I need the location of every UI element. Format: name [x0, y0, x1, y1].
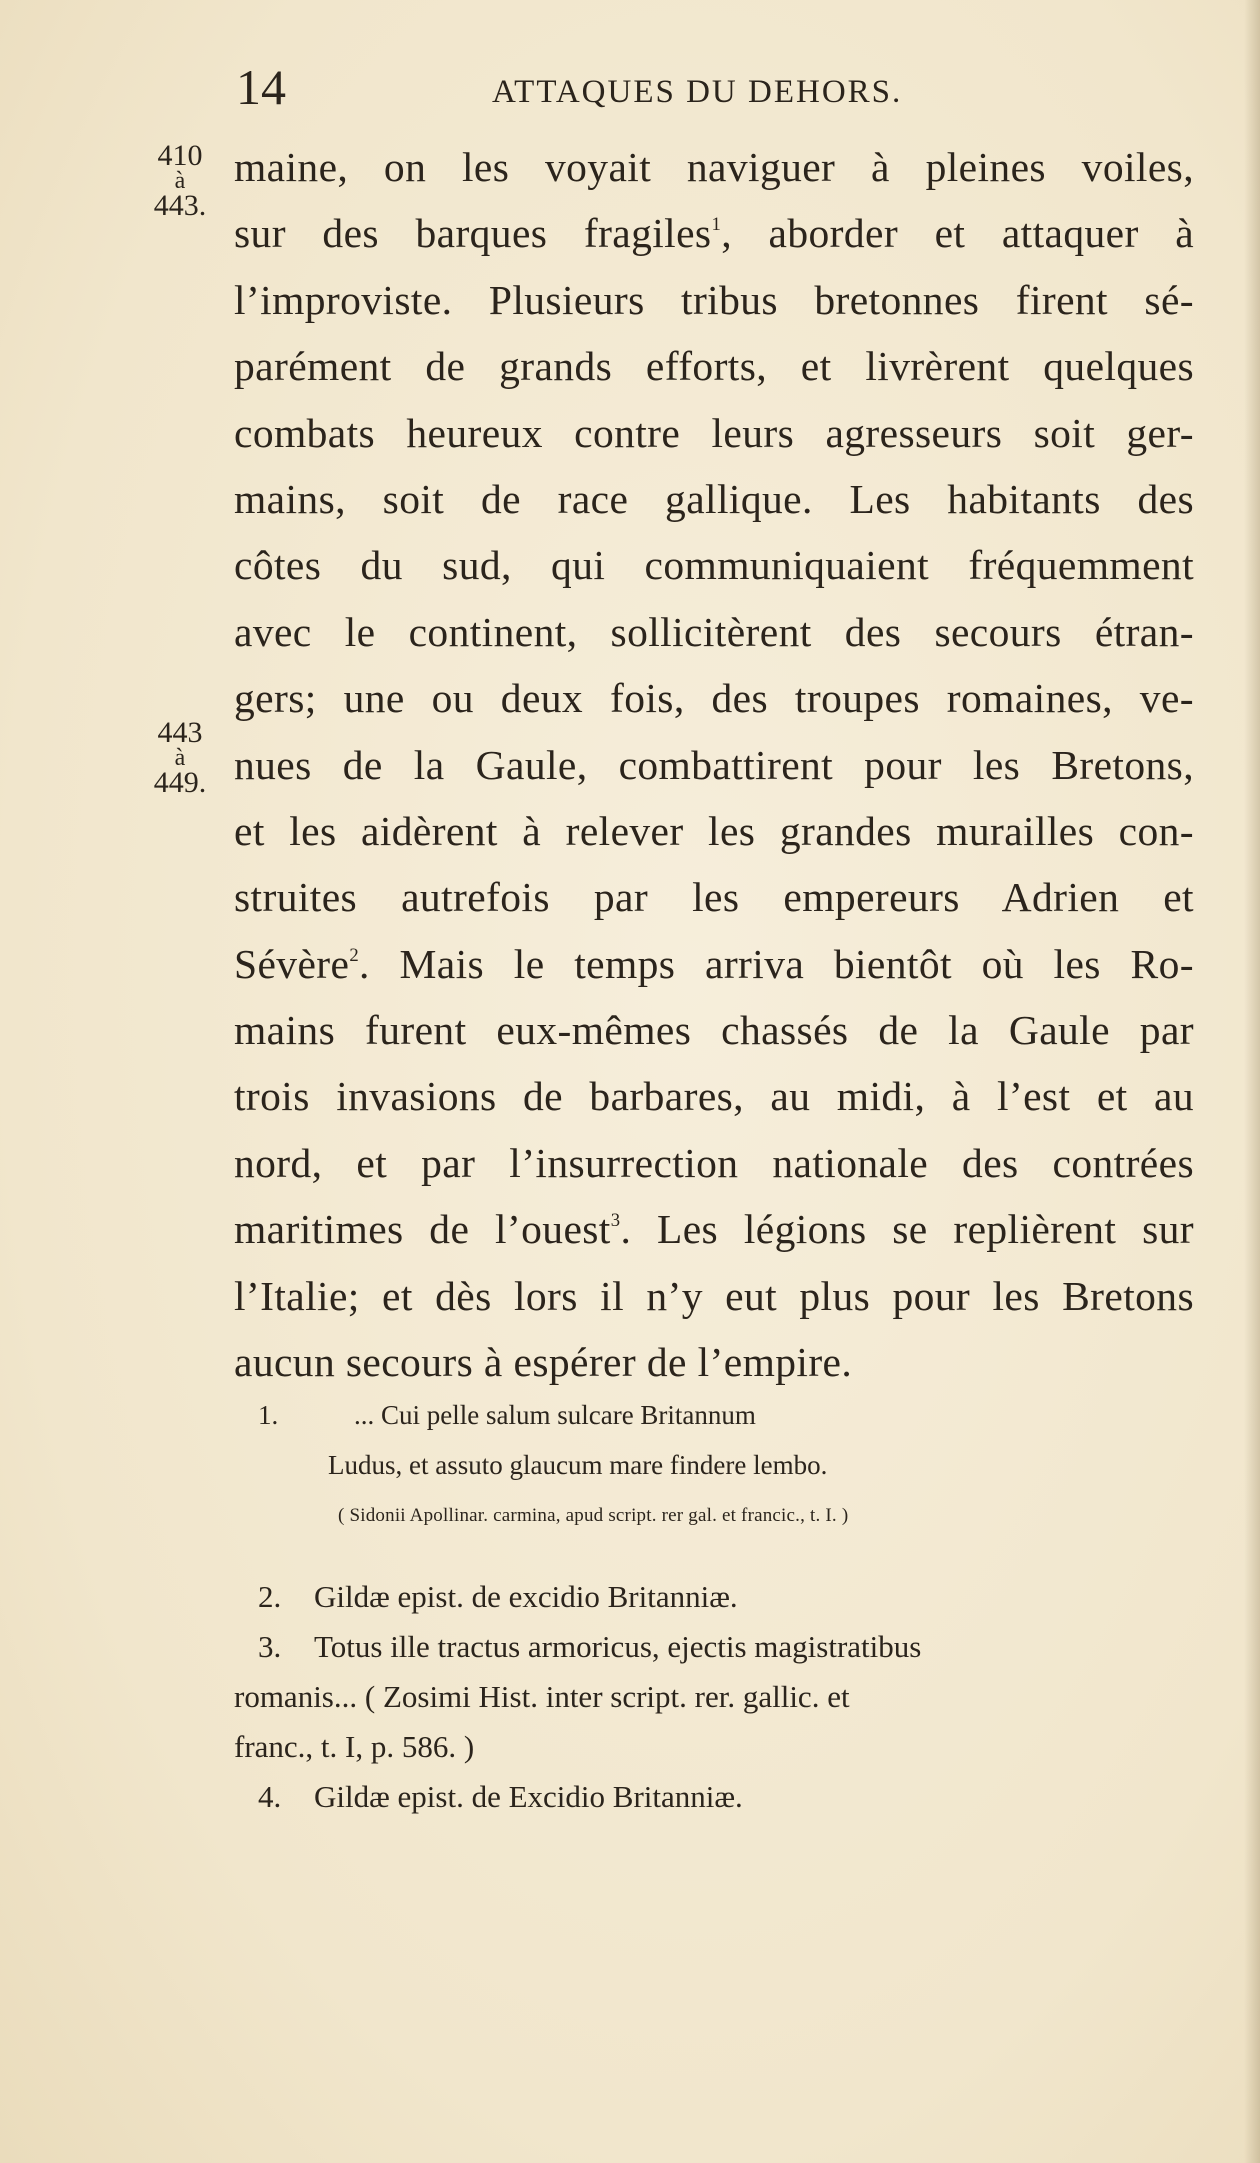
text-line: nord, et par l’insurrection nationale des contrées — [234, 1139, 1194, 1186]
footnote-mark: 1 — [711, 214, 722, 236]
margin-date-separator: à — [174, 168, 186, 194]
text-line — [234, 200, 1194, 266]
page-number: 14 — [236, 59, 286, 115]
text-segment: . Les légions se replièrent sur — [620, 1206, 1194, 1253]
main-text — [234, 134, 1194, 1395]
footnote-verse: ... Cui pelle salum sulcare Britannum — [354, 1400, 756, 1430]
footnote-1 — [234, 1390, 1194, 1440]
text-segment: . Mais le temps arriva bientôt où les Ro- — [359, 940, 1194, 987]
footnote-mark: 3 — [610, 1210, 621, 1232]
text-line: trois invasions de barbares, au midi, à l’est et au — [234, 1073, 1194, 1120]
footnote-2 — [234, 1572, 1194, 1622]
footnote-number: 4. — [258, 1779, 282, 1814]
margin-date-separator: à — [174, 745, 186, 771]
text-line: mains furent eux-mêmes chassés de la Gaule par — [234, 1007, 1194, 1054]
text-line — [234, 931, 1194, 997]
text-line: nues de la Gaule, combattirent pour les Bretons, — [234, 741, 1194, 788]
text-line: côtes du sud, qui communiquaient fréquemment — [234, 542, 1194, 589]
text-line: maine, on les voyait naviguer à pleines voiles, — [234, 144, 1194, 190]
margin-date-from: 443 — [157, 716, 203, 749]
footnote-text: Gildæ epist. de Excidio Britanniæ. — [314, 1779, 743, 1814]
page-header — [0, 59, 1260, 122]
running-title: ATTAQUES DU DEHORS. — [492, 74, 903, 110]
text-line: l’Italie; et dès lors il n’y eut plus pour les Bretons — [234, 1272, 1194, 1319]
text-line: struites autrefois par les empereurs Adrien et — [234, 874, 1194, 921]
text-segment: sur des barques fragiles — [234, 210, 712, 257]
text-line — [234, 1196, 1194, 1262]
text-segment: Sévère — [234, 940, 350, 987]
footnote-number: 2. — [258, 1579, 282, 1614]
footnote-text: Gildæ epist. de excidio Britanniæ. — [314, 1579, 738, 1614]
page-edge-shadow — [1244, 0, 1260, 2163]
footnote-number: 1. — [258, 1400, 279, 1430]
text-segment: maritimes de l’ouest — [234, 1206, 611, 1253]
text-line: avec le continent, sollicitèrent des secours étran- — [234, 608, 1194, 655]
text-line: mains, soit de race gallique. Les habitants des — [234, 475, 1194, 522]
margin-date-range — [144, 140, 216, 222]
margin-date-to: 449. — [153, 766, 207, 799]
footnote-text: romanis... ( Zosimi Hist. inter script. rer. gallic. et — [234, 1679, 850, 1714]
footnote-verse: Ludus, et assuto glaucum mare findere lembo. — [328, 1450, 828, 1480]
footnote-number: 3. — [258, 1629, 282, 1664]
text-line: parément de grands efforts, et livrèrent quelques — [234, 343, 1194, 390]
footnote-3 — [234, 1622, 1194, 1672]
text-segment: , aborder et attaquer à — [721, 210, 1195, 257]
footnote-4 — [234, 1772, 1194, 1822]
margin-date-from: 410 — [157, 139, 203, 172]
margin-date-to: 443. — [153, 189, 207, 222]
footnote-text: franc., t. I, p. 586. ) — [234, 1729, 475, 1764]
text-line: gers; une ou deux fois, des troupes romaines, ve- — [234, 675, 1194, 722]
text-line: aucun secours à espérer de l’empire. — [234, 1339, 853, 1386]
text-line: et les aidèrent à relever les grandes murailles con- — [234, 807, 1194, 854]
text-line: combats heureux contre leurs agresseurs soit ger- — [234, 409, 1194, 456]
margin-date-range — [144, 717, 216, 799]
footnote-mark: 2 — [349, 944, 360, 966]
footnotes — [234, 1390, 1194, 1822]
text-line: l’improviste. Plusieurs tribus bretonnes firent sé- — [234, 276, 1194, 323]
footnote-citation: ( Sidonii Apollinar. carmina, apud script. rer gal. et francic., t. I. ) — [338, 1505, 849, 1526]
footnote-text: Totus ille tractus armoricus, ejectis magistratibus — [314, 1629, 922, 1664]
